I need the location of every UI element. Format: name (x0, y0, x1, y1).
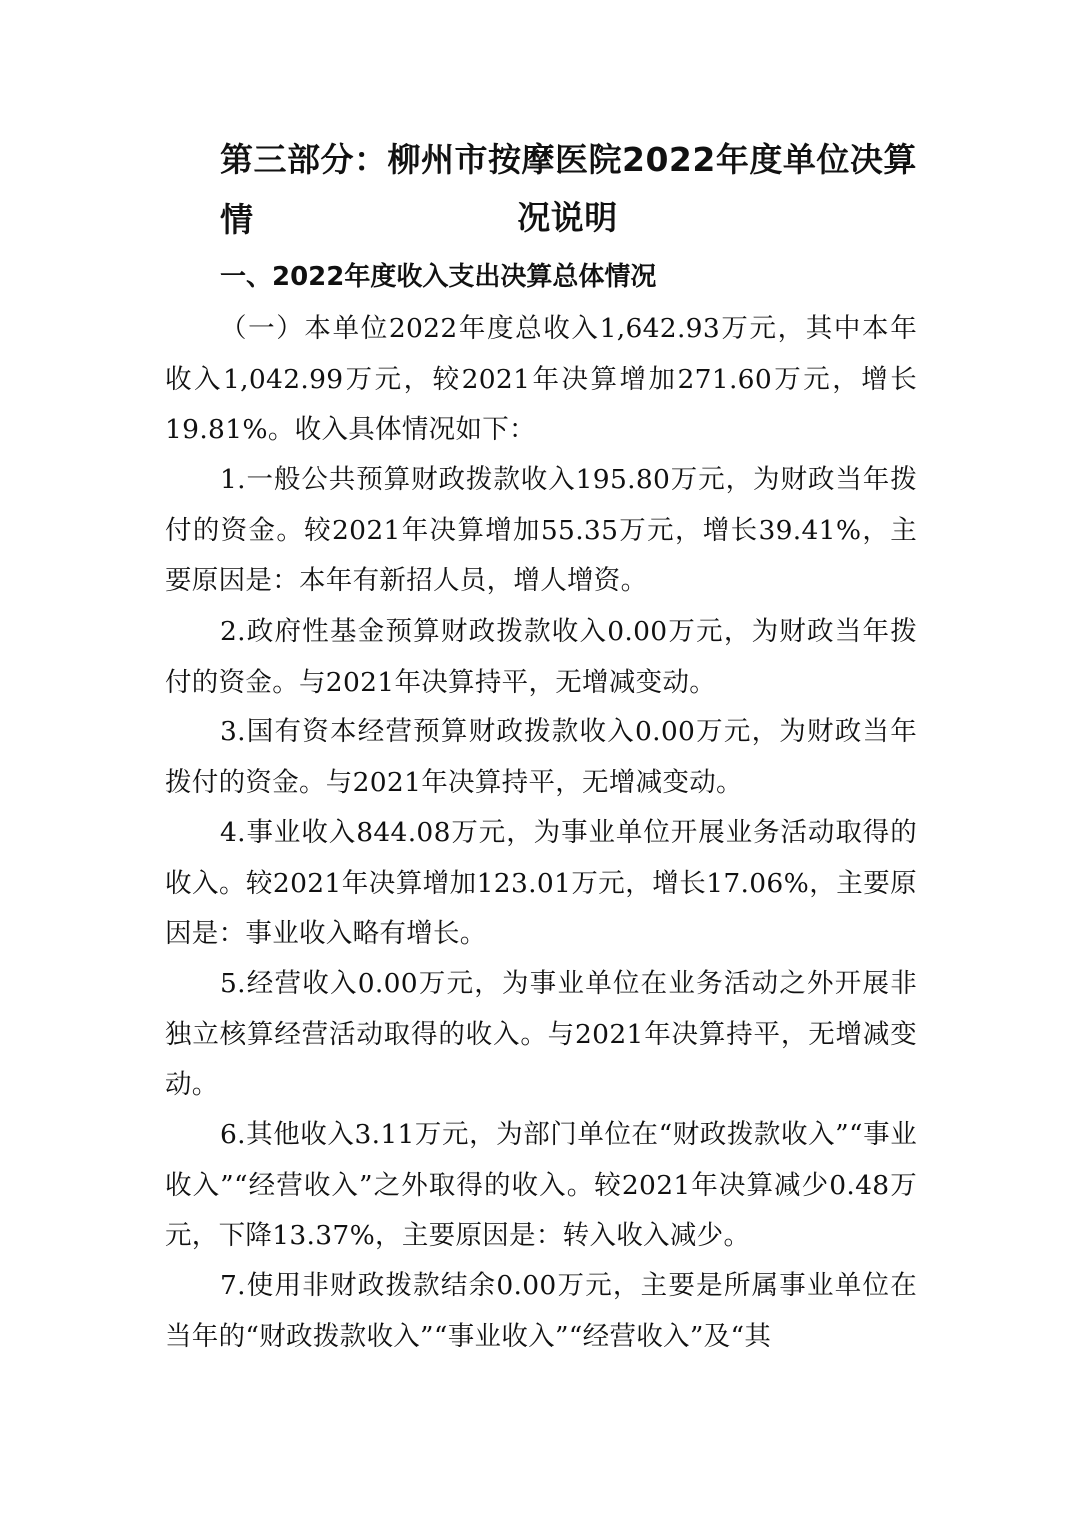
document-title-line-2: 况说明 (517, 198, 618, 237)
section-heading: 一、2022年度收入支出决算总体情况 (220, 262, 657, 292)
paragraph-state-capital-income: 3.国有资本经营预算财政拨款收入0.00万元，为财政当年拨付的资金。与2021年决算持平，无增减变动。 (165, 716, 917, 798)
document-title-line-1: 第三部分：柳州市按摩医院2022年度单位决算情 (220, 140, 917, 239)
paragraph-total-income: （一）本单位2022年度总收入1,642.93万元，其中本年收入1,042.99万元，较2021年决算增加271.60万元，增长19.81%。收入具体情况如下： (165, 313, 917, 445)
paragraph-operating-income: 5.经营收入0.00万元，为事业单位在业务活动之外开展非独立核算经营活动取得的收入。与2021年决算持平，无增减变动。 (165, 968, 917, 1100)
paragraph-other-income: 6.其他收入3.11万元，为部门单位在“财政拨款收入”“事业收入”“经营收入”之外取得的收入。较2021年决算减少0.48万元，下降13.37%，主要原因是：转入收入减少。 (165, 1119, 917, 1251)
paragraph-general-budget-income: 1.一般公共预算财政拨款收入195.80万元，为财政当年拨付的资金。较2021年决算增加55.35万元，增长39.41%，主要原因是：本年有新招人员，增人增资。 (165, 464, 917, 596)
paragraph-business-income: 4.事业收入844.08万元，为事业单位开展业务活动取得的收入。较2021年决算增加123.01万元，增长17.06%，主要原因是：事业收入略有增长。 (165, 817, 917, 949)
paragraph-non-fiscal-surplus: 7.使用非财政拨款结余0.00万元，主要是所属事业单位在当年的“财政拨款收入”“事业收入”“经营收入”及“其 (165, 1270, 917, 1352)
paragraph-government-fund-income: 2.政府性基金预算财政拨款收入0.00万元，为财政当年拨付的资金。与2021年决算持平，无增减变动。 (165, 616, 917, 698)
